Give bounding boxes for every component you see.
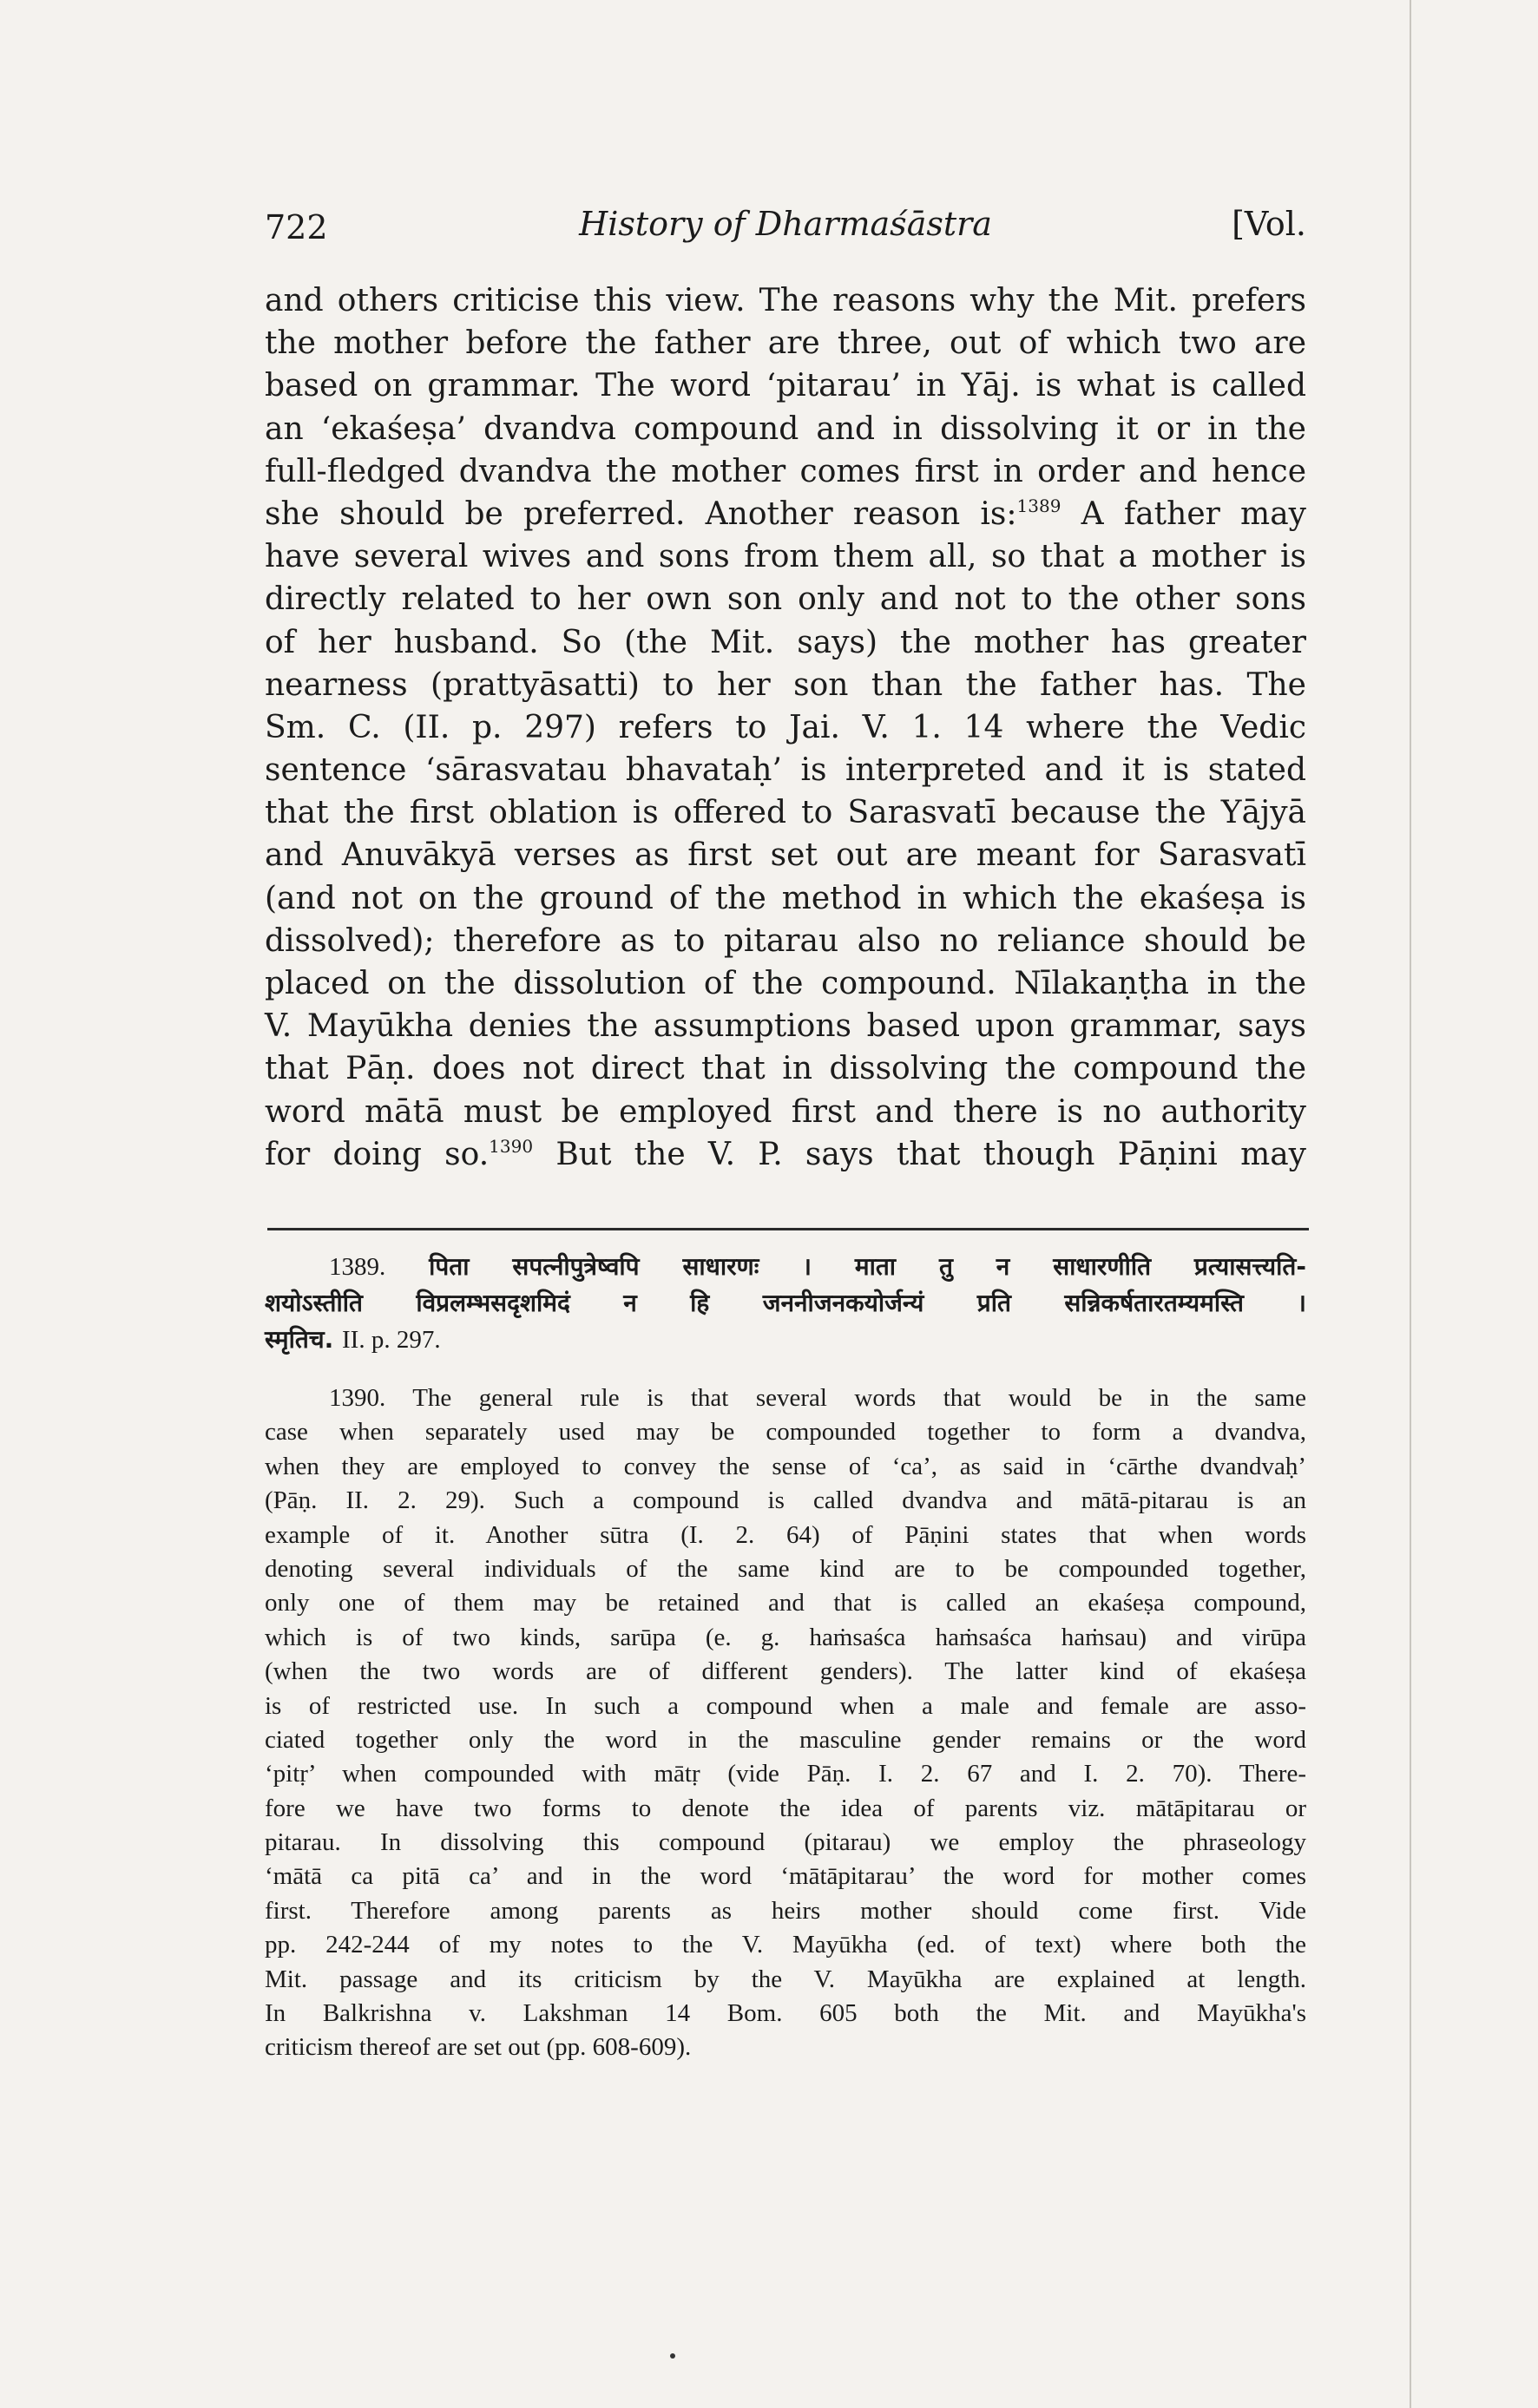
body-line: V. Mayūkha denies the assumptions based upon grammar, says (265, 1008, 1306, 1045)
footnote-1390-line: fore we have two forms to denote the idea of parents viz. mātāpitarau or (265, 1794, 1306, 1822)
body-line: that the first oblation is offered to Sarasvatī because the Yājyā (265, 795, 1306, 831)
body-line: directly related to her own son only and not to the other sons (265, 581, 1306, 618)
footnote-1390-line: which is of two kinds, sarūpa (e. g. haṁsaśca haṁsaśca haṁsau) and virūpa (265, 1623, 1306, 1651)
page-speck (670, 2353, 675, 2359)
body-line-text: for doing so. (265, 1136, 490, 1172)
body-line: placed on the dissolution of the compound. Nīlakaṇṭha in the (265, 966, 1306, 1001)
body-line: an ‘ekaśeṣa’ dvandva compound and in dissolving it or in the (265, 410, 1306, 447)
footnote-1390-line: ‘pitṛ’ when compounded with mātṛ (vide Pāṇ. I. 2. 67 and I. 2. 70). There- (265, 1760, 1306, 1788)
footnote-1390-line: case when separately used may be compounded together to form a dvandva, (265, 1418, 1306, 1447)
body-line-tail: A father may (1081, 495, 1306, 532)
footnote-1390-line: example of it. Another sūtra (I. 2. 64) of Pāṇini states that when words (265, 1520, 1306, 1549)
footnote-marker-1390[interactable]: 1390 (489, 1135, 534, 1157)
body-line: dissolved); therefore as to pitarau also no reliance should be (265, 922, 1306, 959)
volume-label: [Vol. (1232, 205, 1306, 243)
footnote-1390-line: is of restricted use. In such a compound when a male and female are asso- (265, 1691, 1306, 1720)
main-body-text (265, 279, 1306, 1176)
footnote-gap (265, 1359, 1306, 1381)
source-ref: II. p. 297. (342, 1326, 441, 1354)
running-header (265, 201, 1306, 253)
footnote-divider (267, 1228, 1309, 1230)
body-line: the mother before the father are three, out of which two are (265, 325, 1306, 362)
running-title: History of Dharmaśāstra (579, 205, 992, 243)
footnote-1390-line: (Pāṇ. II. 2. 29). Such a compound is called dvandva and mātā-pitarau is an (265, 1486, 1306, 1515)
footnote-1390-line: criticism thereof are set out (pp. 608-609). (265, 2033, 692, 2062)
body-line: (and not on the ground of the method in which the ekaśeṣa is (265, 880, 1306, 916)
footnote-1390-line: Mit. passage and its criticism by the V. Mayūkha are explained at length. (265, 1965, 1306, 1993)
body-line: and Anuvākyā verses as first set out are meant for Sarasvatī (265, 837, 1306, 874)
footnotes (265, 1250, 1306, 2065)
body-line: word mātā must be employed first and there is no authority (265, 1093, 1306, 1130)
page-number: 722 (265, 208, 328, 246)
footnote-marker-1389[interactable]: 1389 (1016, 495, 1061, 516)
body-line: of her husband. So (the Mit. says) the mother has greater (265, 624, 1306, 660)
footnote-1390-line: first. Therefore among parents as heirs mother should come first. Vide (265, 1896, 1306, 1925)
footnote-number: 1389. (329, 1253, 386, 1281)
body-line: and others criticise this view. The reasons why the Mit. prefers (265, 283, 1306, 318)
footnote-1390-line: 1390. The general rule is that several words that would be in the same (329, 1384, 1306, 1412)
footnote-1390-line: ‘mātā ca pitā ca’ and in the word ‘mātāpitarau’ the word for mother comes (265, 1862, 1306, 1891)
footnote-1390-line: only one of them may be retained and that is called an ekaśeṣa compound, (265, 1589, 1306, 1617)
footnote-1390-line: ciated together only the word in the masculine gender remains or the word (265, 1725, 1306, 1754)
body-line-text: she should be preferred. Another reason is: (265, 495, 1017, 532)
footnote-1390-line: pp. 242-244 of my notes to the V. Mayūkha (ed. of text) where both the (265, 1931, 1306, 1959)
body-line: nearness (prattyāsatti) to her son than the father has. The (265, 666, 1306, 703)
footnote-1390-line: (when the two words are of different genders). The latter kind of ekaśeṣa (265, 1657, 1306, 1686)
body-line-tail: But the V. P. says that though Pāṇini may (555, 1136, 1307, 1172)
footnote-1389-line (265, 1250, 1306, 1286)
body-line (265, 1133, 1306, 1176)
body-line: Sm. C. (II. p. 297) refers to Jai. V. 1. 14 where the Vedic (265, 709, 1306, 745)
body-line: sentence ‘sārasvatau bhavataḥ’ is interpreted and it is stated (265, 752, 1306, 789)
sanskrit-source: स्मृतिच. (265, 1325, 334, 1354)
body-line: based on grammar. The word ‘pitarau’ in Yāj. is what is called (265, 368, 1306, 404)
body-line (265, 493, 1306, 535)
footnote-1390-line: denoting several individuals of the same kind are to be compounded together, (265, 1554, 1306, 1583)
footnote-1390-line: when they are employed to convey the sense of ‘ca’, as said in ‘cārthe dvandvaḥ’ (265, 1452, 1306, 1480)
footnote-1390-line: In Balkrishna v. Lakshman 14 Bom. 605 both the Mit. and Mayūkha's (265, 1999, 1306, 2028)
body-line: that Pāṇ. does not direct that in dissolving the compound the (265, 1051, 1306, 1087)
body-line: full-fledged dvandva the mother comes first in order and hence (265, 453, 1306, 489)
footnote-1389-line (265, 1322, 1306, 1359)
footnote-1390-line: pitarau. In dissolving this compound (pitarau) we employ the phraseology (265, 1828, 1306, 1857)
footnote-1389-line: शयोऽस्तीति विप्रलम्भसदृशमिदं न हि जननीजनकयोर्जन्यं प्रति सन्निकर्षतारतम्यमस्ति । (265, 1289, 1306, 1317)
page-edge-line (1410, 0, 1411, 2408)
body-line: have several wives and sons from them all, so that a mother is (265, 539, 1306, 575)
sanskrit-text: पिता सपत्नीपुत्रेष्वपि साधारणः । माता तु न साधारणीति प्रत्यासत्त्यति- (429, 1252, 1306, 1281)
